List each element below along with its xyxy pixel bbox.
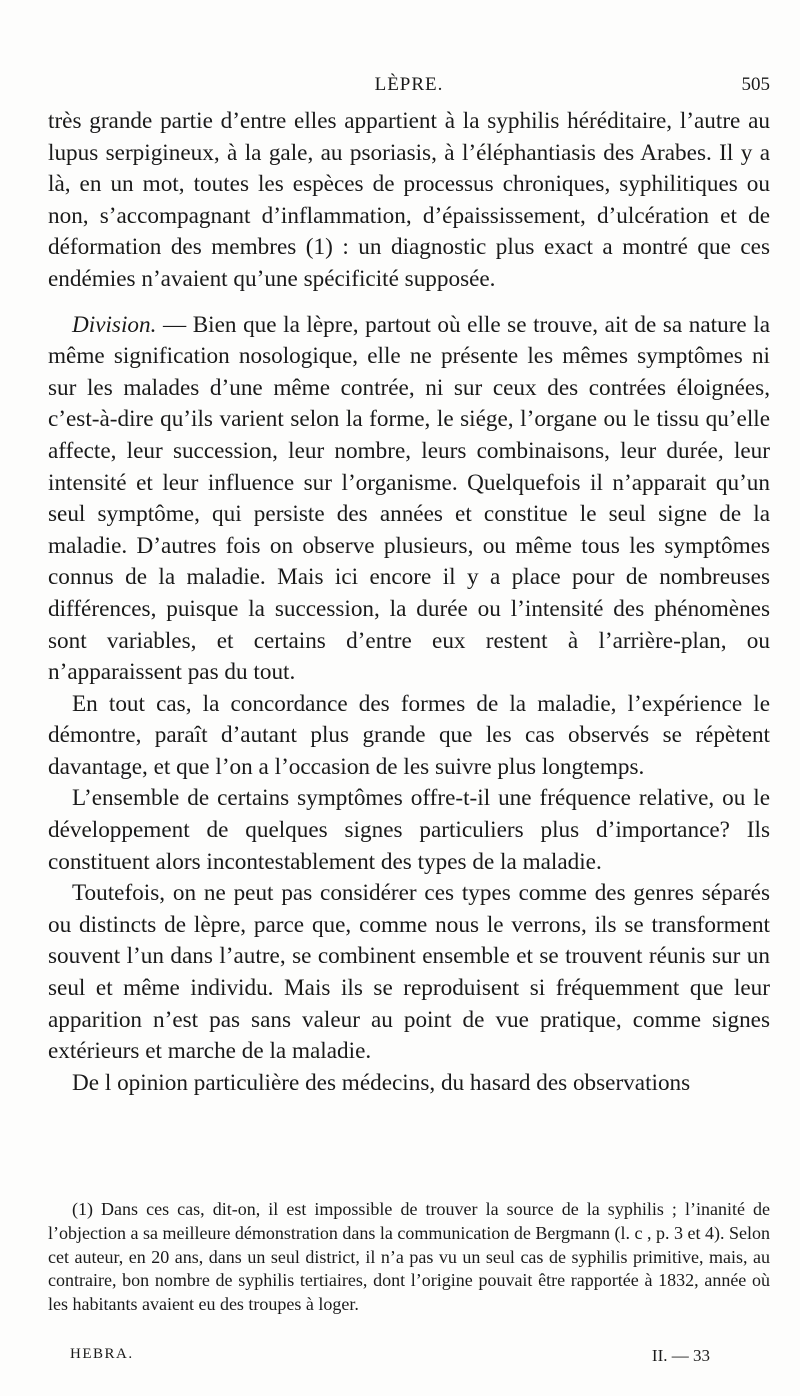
section-heading-division: Division. (72, 311, 157, 338)
footer-author: HEBRA. (70, 1346, 134, 1362)
running-head (48, 74, 770, 102)
paragraph-division-text: — Bien que la lèpre, partout où elle se trouve, ait de sa nature la même signification nosologique, elle ne présente les mêmes symptômes ni sur les malades d’une même contrée, ni sur ceux des contrées éloignées, c’est-à-dire qu’ils varient selon la forme, le siége, l’organe ou le tissu qu’elle affecte, leur succession, leur nombre, leurs combinaisons, leur durée, leur intensité et leur influence sur l’organisme. Quelquefois il n’apparait qu’un seul symptôme, qui persiste des années et constitue le seul signe de la maladie. D’autres fois on observe plusieurs, ou même tous les symptômes connus de la maladie. Mais ici encore il y a place pour de nombreuses différences, puisque la succession, la durée ou l’intensité des phénomènes sont variables, et certains d’entre eux restent à l’arrière-plan, ou n’apparaissent pas du tout. (48, 311, 771, 686)
paragraph-toutefois: Toutefois, on ne peut pas considérer ces types comme des genres séparés ou distincts de lèpre, parce que, comme nous le verrons, ils se transforment souvent l’un dans l’autre, se combinent ensemble et se trouvent réunis sur un seul et même individu. Mais ils se reproduisent si fréquemment que leur apparition n’est pas sans valeur au point de vue pratique, comme signes extérieurs et marche de la maladie. (48, 880, 770, 1065)
paragraph-continuation: très grande partie d’entre elles appartient à la syphilis héréditaire, l’autre au lupus serpigineux, à la gale, au psoriasis, à l’éléphantiasis des Arabes. Il y a là, en un mot, toutes les espèces de processus chroniques, syphilitiques ou non, s’accompagnant d’inflammation, d’épaississement, d’ulcération et de déformation des membres (1) : un diagnostic plus exact a montré que ces endémies n’avaient qu’une spécificité supposée. (48, 108, 770, 292)
paragraph-ensemble: L’ensemble de certains symptômes offre-t-il une fréquence relative, ou le développement de quelques signes particuliers plus d’importance? Ils constituent alors incontestablement des types de la maladie. (48, 785, 770, 875)
paragraph-division (48, 310, 770, 689)
page-footer (48, 1346, 770, 1370)
footer-signature: II. — 33 (651, 1346, 710, 1365)
footnote-1: (1) Dans ces cas, dit-on, il est impossible de trouver la source de la syphilis ; l’inanité de l’objection a sa meilleure démonstration dans la communication de Bergmann (l. c , p. 3 et 4). Selon cet auteur, en 20 ans, dans un seul district, il n’a pas vu un seul cas de syphilis primitive, mais, au contraire, bon nombre de syphilis tertiaires, dont l’origine pouvait être rapportée à 1832, année où les habitants avaient eu des troupes à loger. (48, 1199, 770, 1315)
paragraph-concordance: En tout cas, la concordance des formes de la maladie, l’expérience le démontre, paraît d’autant plus grande que les cas observés se répètent davantage, et que l’on a l’occasion de les suivre plus longtemps. (48, 690, 770, 780)
page-number: 505 (741, 74, 770, 95)
running-title: LÈPRE. (374, 74, 444, 95)
footnotes (48, 1198, 770, 1317)
paragraph-opinion: De l opinion particulière des médecins, du hasard des observations (72, 1069, 691, 1096)
body-text (48, 106, 770, 1099)
